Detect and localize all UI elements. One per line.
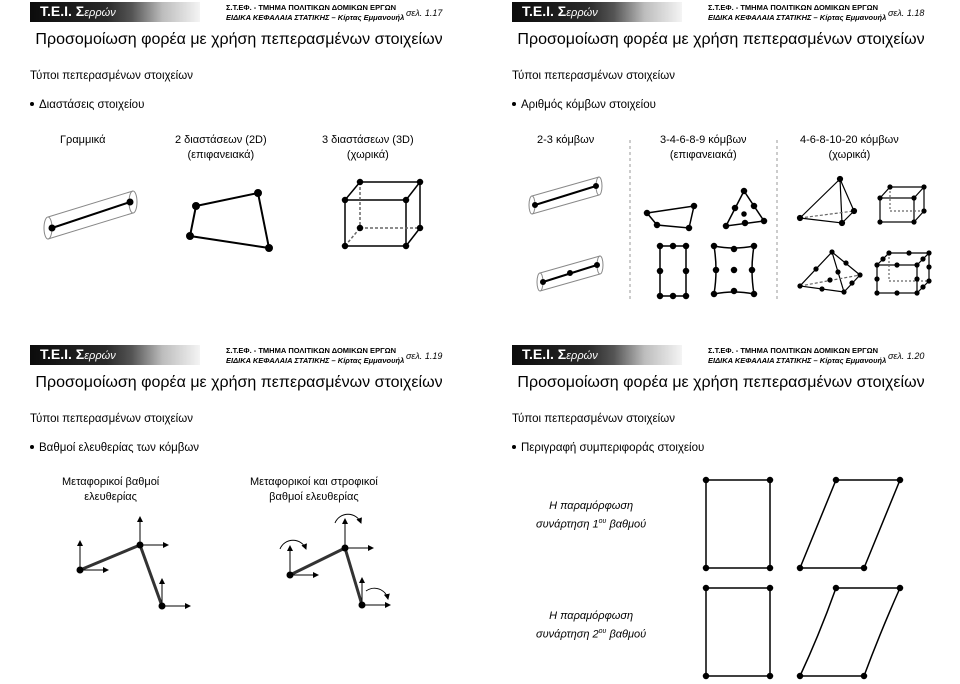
label-translational: Μεταφορικοί βαθμοί ελευθερίας: [62, 476, 160, 503]
tei-logo: Τ.Ε.Ι. Σερρών: [40, 3, 116, 19]
deformed-first-order-figure: [798, 478, 903, 571]
section-heading: Τύποι πεπερασμένων στοιχείων: [30, 70, 193, 82]
undeformed-second-order-figure: [704, 586, 773, 679]
course-text: ΕΙΔΙΚΑ ΚΕΦΑΛΑΙΑ ΣΤΑΤΙΚΗΣ – Κίρτας Εμμανουήλ: [708, 13, 887, 22]
tetrahedron-10-node-figure: [798, 250, 862, 294]
section-heading: Τύποι πεπερασμένων στοιχείων: [512, 413, 675, 425]
tei-logo: Τ.Ε.Ι. Σερρών: [522, 3, 598, 19]
node-diagrams: [482, 0, 960, 341]
dof-diagrams: [0, 343, 478, 684]
page-number: σελ. 1.17: [406, 8, 443, 18]
slide-title: Προσομοίωση φορέα με χρήση πεπερασμένων στοιχείων: [35, 374, 443, 391]
bullet-item: Περιγραφή συμπεριφοράς στοιχείου: [512, 442, 704, 454]
linear-element-figure: [44, 191, 137, 239]
quad-9-node-figure: [712, 244, 757, 297]
deformation-diagrams: [482, 343, 960, 684]
department-text: Σ.Τ.ΕΦ. - ΤΜΗΜΑ ΠΟΛΙΤΙΚΩΝ ΔΟΜΙΚΩΝ ΕΡΓΩΝ: [226, 346, 397, 355]
label-2d: 2 διαστάσεων (2D) (επιφανειακά): [175, 134, 267, 161]
department-text: Σ.Τ.ΕΦ. - ΤΜΗΜΑ ΠΟΛΙΤΙΚΩΝ ΔΟΜΙΚΩΝ ΕΡΓΩΝ: [708, 3, 879, 12]
label-first-order: Η παραμόρφωση συνάρτηση $1^{o\upsilon}$ βαθμού: [536, 500, 647, 531]
bullet-item: Αριθμός κόμβων στοιχείου: [512, 99, 656, 111]
slide-1-19: [0, 343, 478, 684]
slide-1-20: [482, 343, 960, 684]
triangle-6-node-figure: [724, 189, 767, 229]
bullet-item: Βαθμοί ελευθερίας των κόμβων: [30, 442, 199, 454]
slide-1-18: [482, 0, 960, 341]
slide-title: Προσομοίωση φορέα με χρήση πεπερασμένων στοιχείων: [517, 31, 925, 48]
undeformed-first-order-figure: [704, 478, 773, 571]
three-node-bar-figure: [537, 256, 603, 291]
section-heading: Τύποι πεπερασμένων στοιχείων: [512, 70, 675, 82]
quad-8-node-figure: [658, 244, 689, 299]
course-text: ΕΙΔΙΚΑ ΚΕΦΑΛΑΙΑ ΣΤΑΤΙΚΗΣ – Κίρτας Εμμανουήλ: [226, 13, 405, 22]
label-2-3-nodes: 2-3 κόμβων: [537, 134, 595, 146]
rotational-dof-figure: [280, 514, 390, 608]
section-heading: Τύποι πεπερασμένων στοιχείων: [30, 413, 193, 425]
tetrahedron-figure: [798, 177, 857, 226]
hexahedron-20-node-figure: [875, 251, 931, 295]
page-number: σελ. 1.18: [888, 8, 925, 18]
tei-logo: Τ.Ε.Ι. Σερρών: [40, 346, 116, 362]
label-linear: Γραμμικά: [60, 134, 106, 146]
page-number: σελ. 1.19: [406, 351, 443, 361]
label-solid-nodes: 4-6-8-10-20 κόμβων (χωρικά): [800, 134, 899, 161]
translational-dof-figure: [77, 517, 190, 609]
label-translational-rotational: Μεταφορικοί και στροφικοί βαθμοί ελευθερίας: [250, 476, 378, 503]
bullet-item: Διαστάσεις στοιχείου: [30, 99, 144, 111]
tei-logo: Τ.Ε.Ι. Σερρών: [522, 346, 598, 362]
department-text: Σ.Τ.ΕΦ. - ΤΜΗΜΑ ΠΟΛΙΤΙΚΩΝ ΔΟΜΙΚΩΝ ΕΡΓΩΝ: [708, 346, 879, 355]
hexahedron-8-node-figure: [878, 185, 926, 224]
label-surface-nodes: 3-4-6-8-9 κόμβων (επιφανειακά): [660, 134, 747, 161]
element-diagrams: [0, 0, 478, 341]
course-text: ΕΙΔΙΚΑ ΚΕΦΑΛΑΙΑ ΣΤΑΤΙΚΗΣ – Κίρτας Εμμανουήλ: [226, 356, 405, 365]
deformed-second-order-figure: [798, 586, 903, 679]
label-second-order: Η παραμόρφωση συνάρτηση $2^{o\upsilon}$ βαθμού: [536, 610, 647, 641]
slide-title: Προσομοίωση φορέα με χρήση πεπερασμένων στοιχείων: [35, 31, 443, 48]
2d-element-figure: [187, 190, 272, 251]
course-text: ΕΙΔΙΚΑ ΚΕΦΑΛΑΙΑ ΣΤΑΤΙΚΗΣ – Κίρτας Εμμανουήλ: [708, 356, 887, 365]
department-text: Σ.Τ.ΕΦ. - ΤΜΗΜΑ ΠΟΛΙΤΙΚΩΝ ΔΟΜΙΚΩΝ ΕΡΓΩΝ: [226, 3, 397, 12]
page-number: σελ. 1.20: [888, 351, 925, 361]
slide-title: Προσομοίωση φορέα με χρήση πεπερασμένων στοιχείων: [517, 374, 925, 391]
two-node-bar-figure: [529, 177, 602, 214]
3d-element-figure: [343, 180, 423, 249]
slide-1-17: [0, 0, 478, 341]
label-3d: 3 διαστάσεων (3D) (χωρικά): [322, 134, 414, 161]
quad-4-node-figure: [645, 204, 697, 231]
